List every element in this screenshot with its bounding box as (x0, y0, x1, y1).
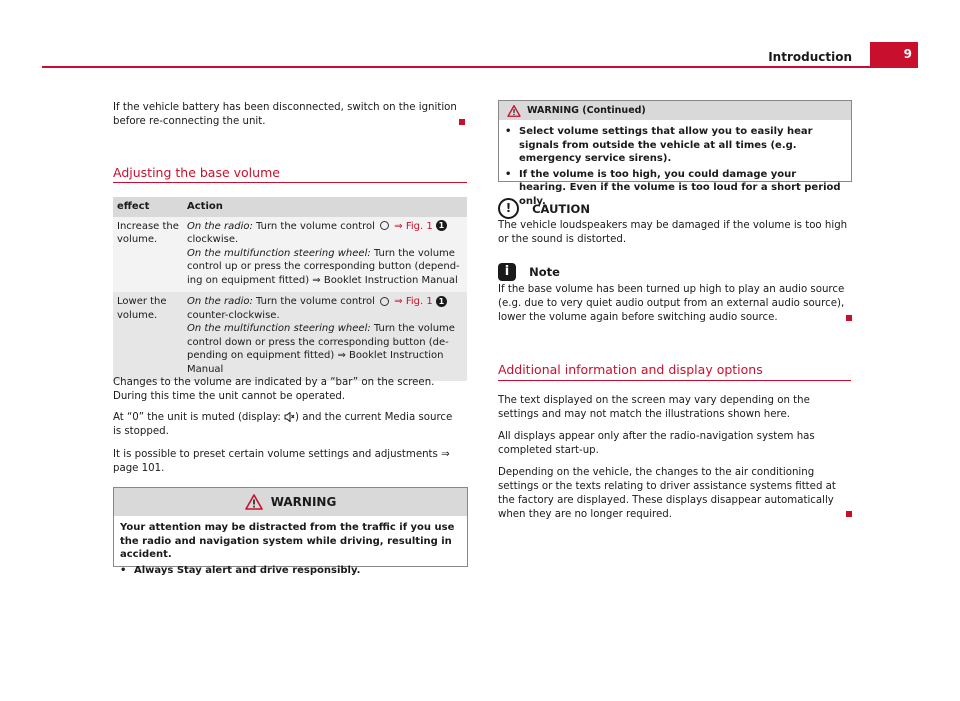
warning-continued-title: WARNING (Continued) (527, 105, 646, 116)
header-rule (42, 66, 918, 68)
mute-speaker-icon (284, 412, 295, 422)
bullet-icon: • (505, 168, 512, 180)
figure-link[interactable]: ⇒ Fig. 1 (394, 220, 433, 232)
radio-direction: counter-clockwise. (187, 309, 280, 321)
section-heading-display-options: Additional information and display options (498, 362, 763, 377)
table-cell-effect: Lower the volume. (113, 292, 183, 381)
table-row (113, 217, 467, 293)
table-cell-action (183, 217, 467, 293)
note-heading (498, 261, 560, 281)
intro-paragraph: If the vehicle battery has been disconnected, switch on the ignition before re-connecting the unit. (113, 102, 457, 127)
caution-title: CAUTION (532, 202, 590, 216)
bullet-text: Stay alert and drive responsibly. (176, 564, 361, 576)
volume-knob-icon (380, 297, 389, 306)
section-heading-base-volume: Adjusting the base volume (113, 165, 280, 180)
note-title: Note (529, 265, 560, 279)
bullet-icon: • (505, 126, 512, 137)
table-header-action: Action (183, 197, 467, 217)
note-icon: i (498, 263, 516, 281)
table-cell-action (183, 292, 467, 381)
paragraph-volume-bar: Changes to the volume are indicated by a “bar” on the screen. During this time the unit cannot be operated. (113, 377, 435, 402)
warning-continued-header (499, 101, 851, 120)
section-end-marker (846, 315, 852, 321)
section-end-marker (846, 511, 852, 517)
radio-direction: clockwise. (187, 234, 239, 245)
radio-label: On the radio: (187, 220, 253, 232)
list-item (505, 125, 845, 166)
steering-wheel-text: Turn the volume control up or press the corresponding button (depending on equipment fitted) ⇒ Booklet Instruction Manual (187, 247, 460, 286)
paragraph: All displays appear only after the radio-navigation system has completed start-up. (498, 431, 815, 456)
note-text: If the base volume has been turned up high to play an audio source (e.g. due to very quiet audio output from an external audio source), lower the volume again before switching audio source. (498, 284, 845, 323)
list-item (120, 564, 461, 578)
warning-continued-box (498, 100, 852, 207)
table-header-effect: effect (113, 197, 183, 217)
radio-label: On the radio: (187, 296, 253, 307)
steering-wheel-label: On the multifunction steering wheel: (187, 247, 371, 259)
bullet-text: If the volume is too high, you could damage your hearing. Even if the volume is too loud for a short period only. (519, 168, 841, 207)
radio-text: Turn the volume control (256, 296, 375, 307)
paragraph: The text displayed on the screen may vary depending on the settings and may not match the illustrations shown here. (498, 395, 810, 420)
volume-action-table (113, 197, 467, 381)
heading-rule (498, 380, 851, 381)
warning-title: WARNING (270, 495, 337, 509)
page-number: 9 (870, 42, 918, 68)
caution-icon: ! (498, 198, 519, 219)
muted-text-end: ) and the current Media source is stopped. (113, 412, 453, 437)
bullet-prefix: Always (134, 564, 174, 576)
section-end-marker (459, 119, 465, 125)
bullet-icon: • (120, 564, 127, 576)
warning-triangle-icon (507, 105, 521, 117)
warning-text: Your attention may be distracted from the traffic if you use the radio and navigation system while driving, resulting in accident. (120, 522, 455, 560)
table-row (113, 292, 467, 381)
steering-wheel-text: Turn the volume control down or press the corresponding button (depending on equipment fitted) ⇒ Booklet Instruction Manual (187, 323, 455, 375)
muted-text-start: At “0” the unit is muted (display: (113, 412, 281, 423)
callout-number-icon: 1 (436, 220, 447, 231)
steering-wheel-label: On the multifunction steering wheel: (187, 323, 371, 334)
paragraph: Depending on the vehicle, the changes to the air conditioning settings or the texts relating to driver assistance systems fitted at the factory are displayed. These displays disappear automatically when they are no longer required. (498, 467, 836, 520)
warning-body (114, 516, 467, 582)
figure-link[interactable]: ⇒ Fig. 1 (394, 296, 433, 307)
paragraph-muted (113, 411, 463, 439)
callout-number-icon: 1 (436, 296, 447, 307)
running-header-title: Introduction (768, 50, 852, 64)
caution-heading (498, 198, 590, 219)
bullet-text: Select volume settings that allow you to easily hear signals from outside the vehicle at all times (e.g. emergency service sirens). (519, 126, 813, 164)
warning-triangle-icon (245, 494, 263, 510)
caution-text: The vehicle loudspeakers may be damaged if the volume is too high or the sound is distorted. (498, 220, 848, 245)
radio-text: Turn the volume control (256, 220, 375, 232)
table-header-row (113, 197, 467, 217)
volume-knob-icon (380, 221, 389, 230)
warning-box (113, 487, 468, 576)
paragraph-preset: It is possible to preset certain volume settings and adjustments ⇒ page 101. (113, 449, 450, 474)
table-cell-effect: Increase the volume. (113, 217, 183, 293)
warning-header (114, 488, 467, 516)
heading-rule (113, 182, 467, 183)
